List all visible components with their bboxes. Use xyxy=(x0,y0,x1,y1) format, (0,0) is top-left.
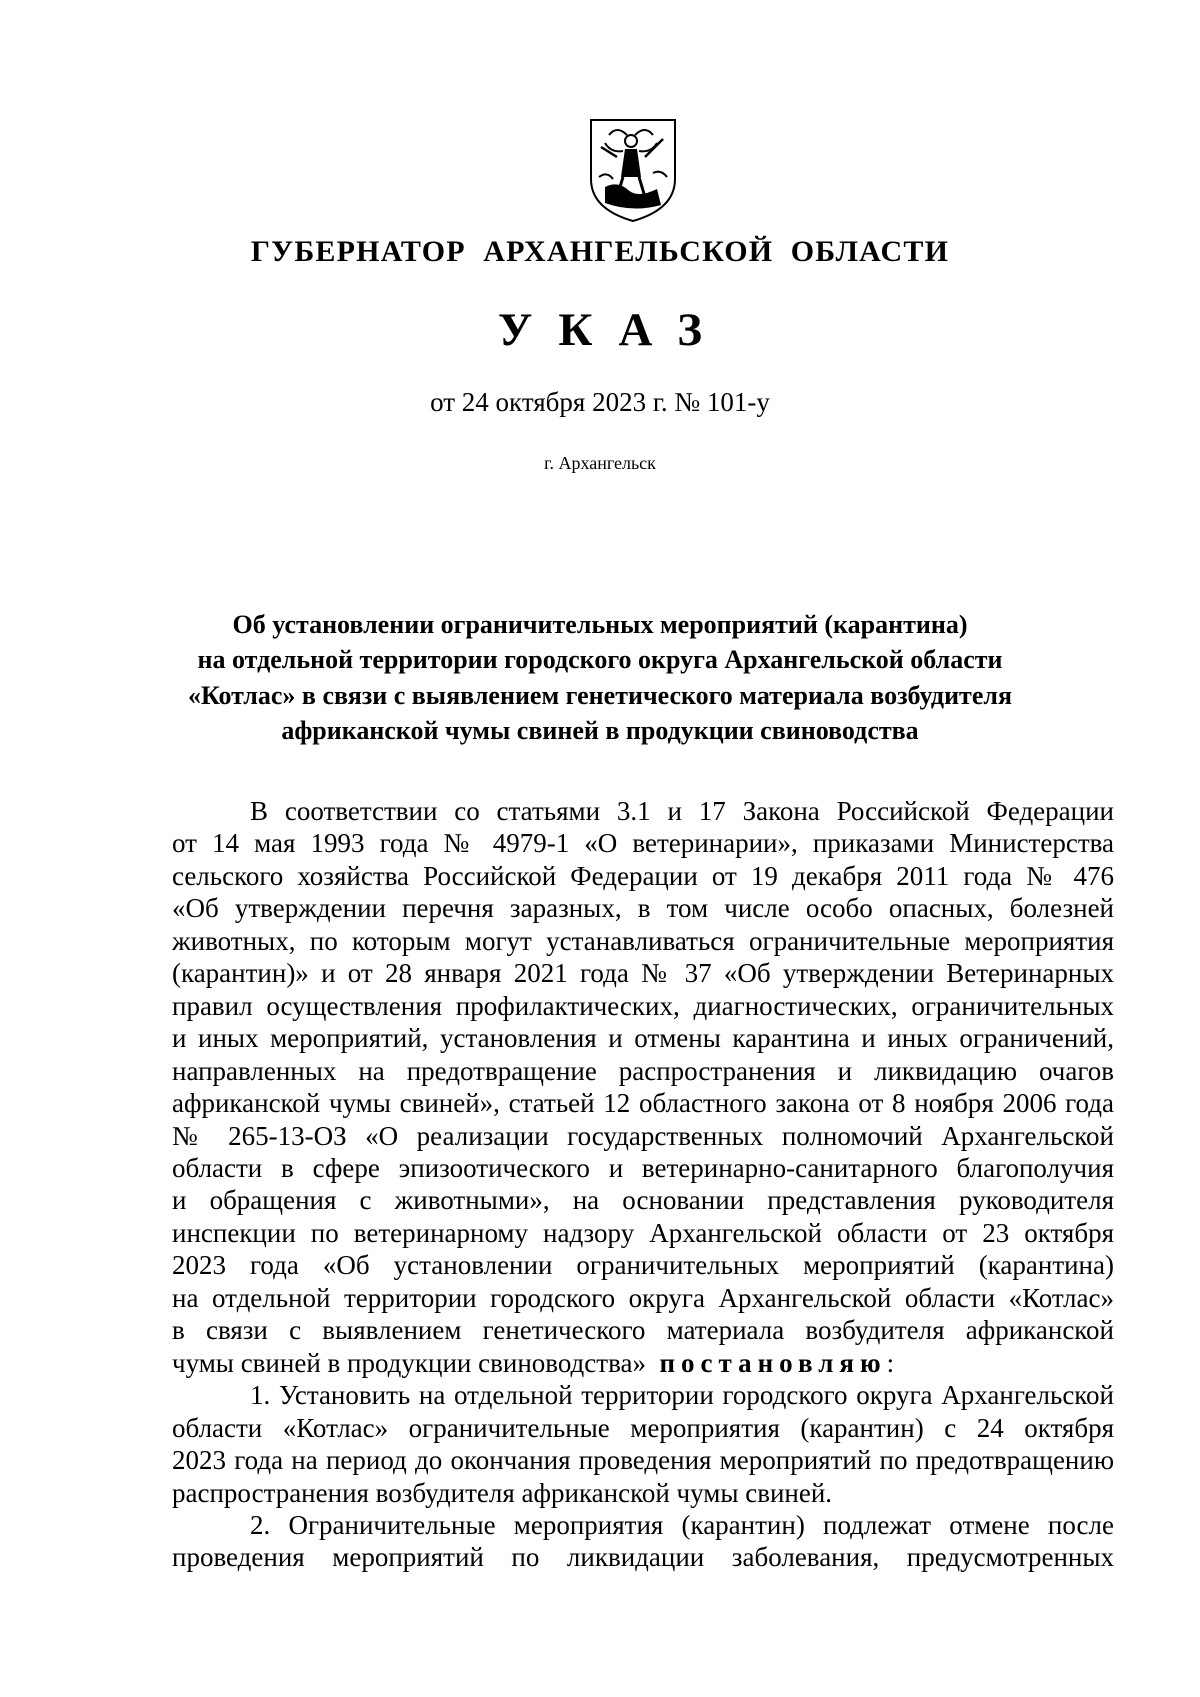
text-line xyxy=(172,1347,1114,1379)
issuing-authority: ГУБЕРНАТОР АРХАНГЕЛЬСКОЙ ОБЛАСТИ xyxy=(250,235,950,268)
decree-word: постановляю xyxy=(659,1347,887,1378)
text-line: области «Котлас» ограничительные мероприятия (карантин) с 24 октября xyxy=(172,1412,1114,1443)
text-line: 2023 года на период до окончания проведения мероприятий по предотвращению xyxy=(172,1445,1114,1476)
text-line: 2023 года «Об установлении ограничительных мероприятий (карантина) xyxy=(172,1250,1114,1281)
text-line: направленных на предотвращение распространения и ликвидацию очагов xyxy=(172,1055,1114,1086)
text-line: и иных мероприятий, установления и отмены карантина и иных ограничений, xyxy=(172,1023,1114,1054)
item-2-paragraph xyxy=(172,1509,1114,1574)
text-line: В соответствии со статьями 3.1 и 17 Закона Российской Федерации xyxy=(250,796,1114,826)
text-line: в связи с выявлением генетического материала возбудителя африканской xyxy=(172,1315,1114,1346)
text-line: проведения мероприятий по ликвидации заболевания, предусмотренных xyxy=(172,1542,1114,1573)
text-line: на отдельной территории городского округа Архангельской области «Котлас» xyxy=(172,1282,1114,1313)
text-line: и обращения с животными», на основании представления руководителя xyxy=(172,1185,1114,1216)
text-line: области в сфере эпизоотического и ветеринарно-санитарного благополучия xyxy=(172,1152,1114,1183)
title-line: африканской чумы свиней в продукции свиноводства xyxy=(281,715,919,745)
text-line: сельского хозяйства Российской Федерации от 19 декабря 2011 года № 476 xyxy=(172,860,1114,891)
document-type: УКАЗ xyxy=(497,304,729,356)
text-line: № 265-13-ОЗ «О реализации государственных полномочий Архангельской xyxy=(172,1120,1114,1151)
title-line: на отдельной территории городского округа Архангельской области xyxy=(197,645,1003,675)
text-line: распространения возбудителя африканской чумы свиней. xyxy=(172,1477,833,1508)
text-line: «Об утверждении перечня заразных, в том числе особо опасных, болезней xyxy=(172,893,1114,924)
text-line: животных, по которым могут устанавливаться ограничительные мероприятия xyxy=(172,925,1114,956)
title-line: «Котлас» в связи с выявлением генетического материала возбудителя xyxy=(187,680,1013,710)
text-line: инспекции по ветеринарному надзору Архангельской области от 23 октября xyxy=(172,1217,1114,1248)
document-place: г. Архангельск xyxy=(544,453,656,473)
text-line: 1. Установить на отдельной территории городского округа Архангельской xyxy=(250,1380,1114,1411)
text-line: (карантин)» и от 28 января 2021 года № 37 «Об утверждении Ветеринарных xyxy=(172,958,1114,989)
decree-colon: : xyxy=(886,1347,895,1378)
preamble-paragraph xyxy=(172,795,1114,1379)
document-date-number: от 24 октября 2023 г. № 101-у xyxy=(430,387,770,417)
text-line: африканской чумы свиней», статьей 12 областного закона от 8 ноября 2006 года xyxy=(172,1088,1114,1119)
text-line: от 14 мая 1993 года № 4979-1 «О ветеринарии», приказами Министерства xyxy=(172,828,1114,859)
document-body xyxy=(172,795,1114,1574)
title-line: Об установлении ограничительных мероприятий (карантина) xyxy=(232,610,968,639)
document-title xyxy=(0,607,1200,748)
item-1-paragraph xyxy=(172,1379,1114,1509)
preamble-last-text: чумы свиней в продукции свиноводства» xyxy=(172,1347,646,1378)
coat-of-arms-icon xyxy=(587,117,679,223)
text-line: правил осуществления профилактических, диагностических, ограничительных xyxy=(172,990,1114,1021)
text-line: 2. Ограничительные мероприятия (карантин) подлежат отмене после xyxy=(250,1509,1114,1540)
